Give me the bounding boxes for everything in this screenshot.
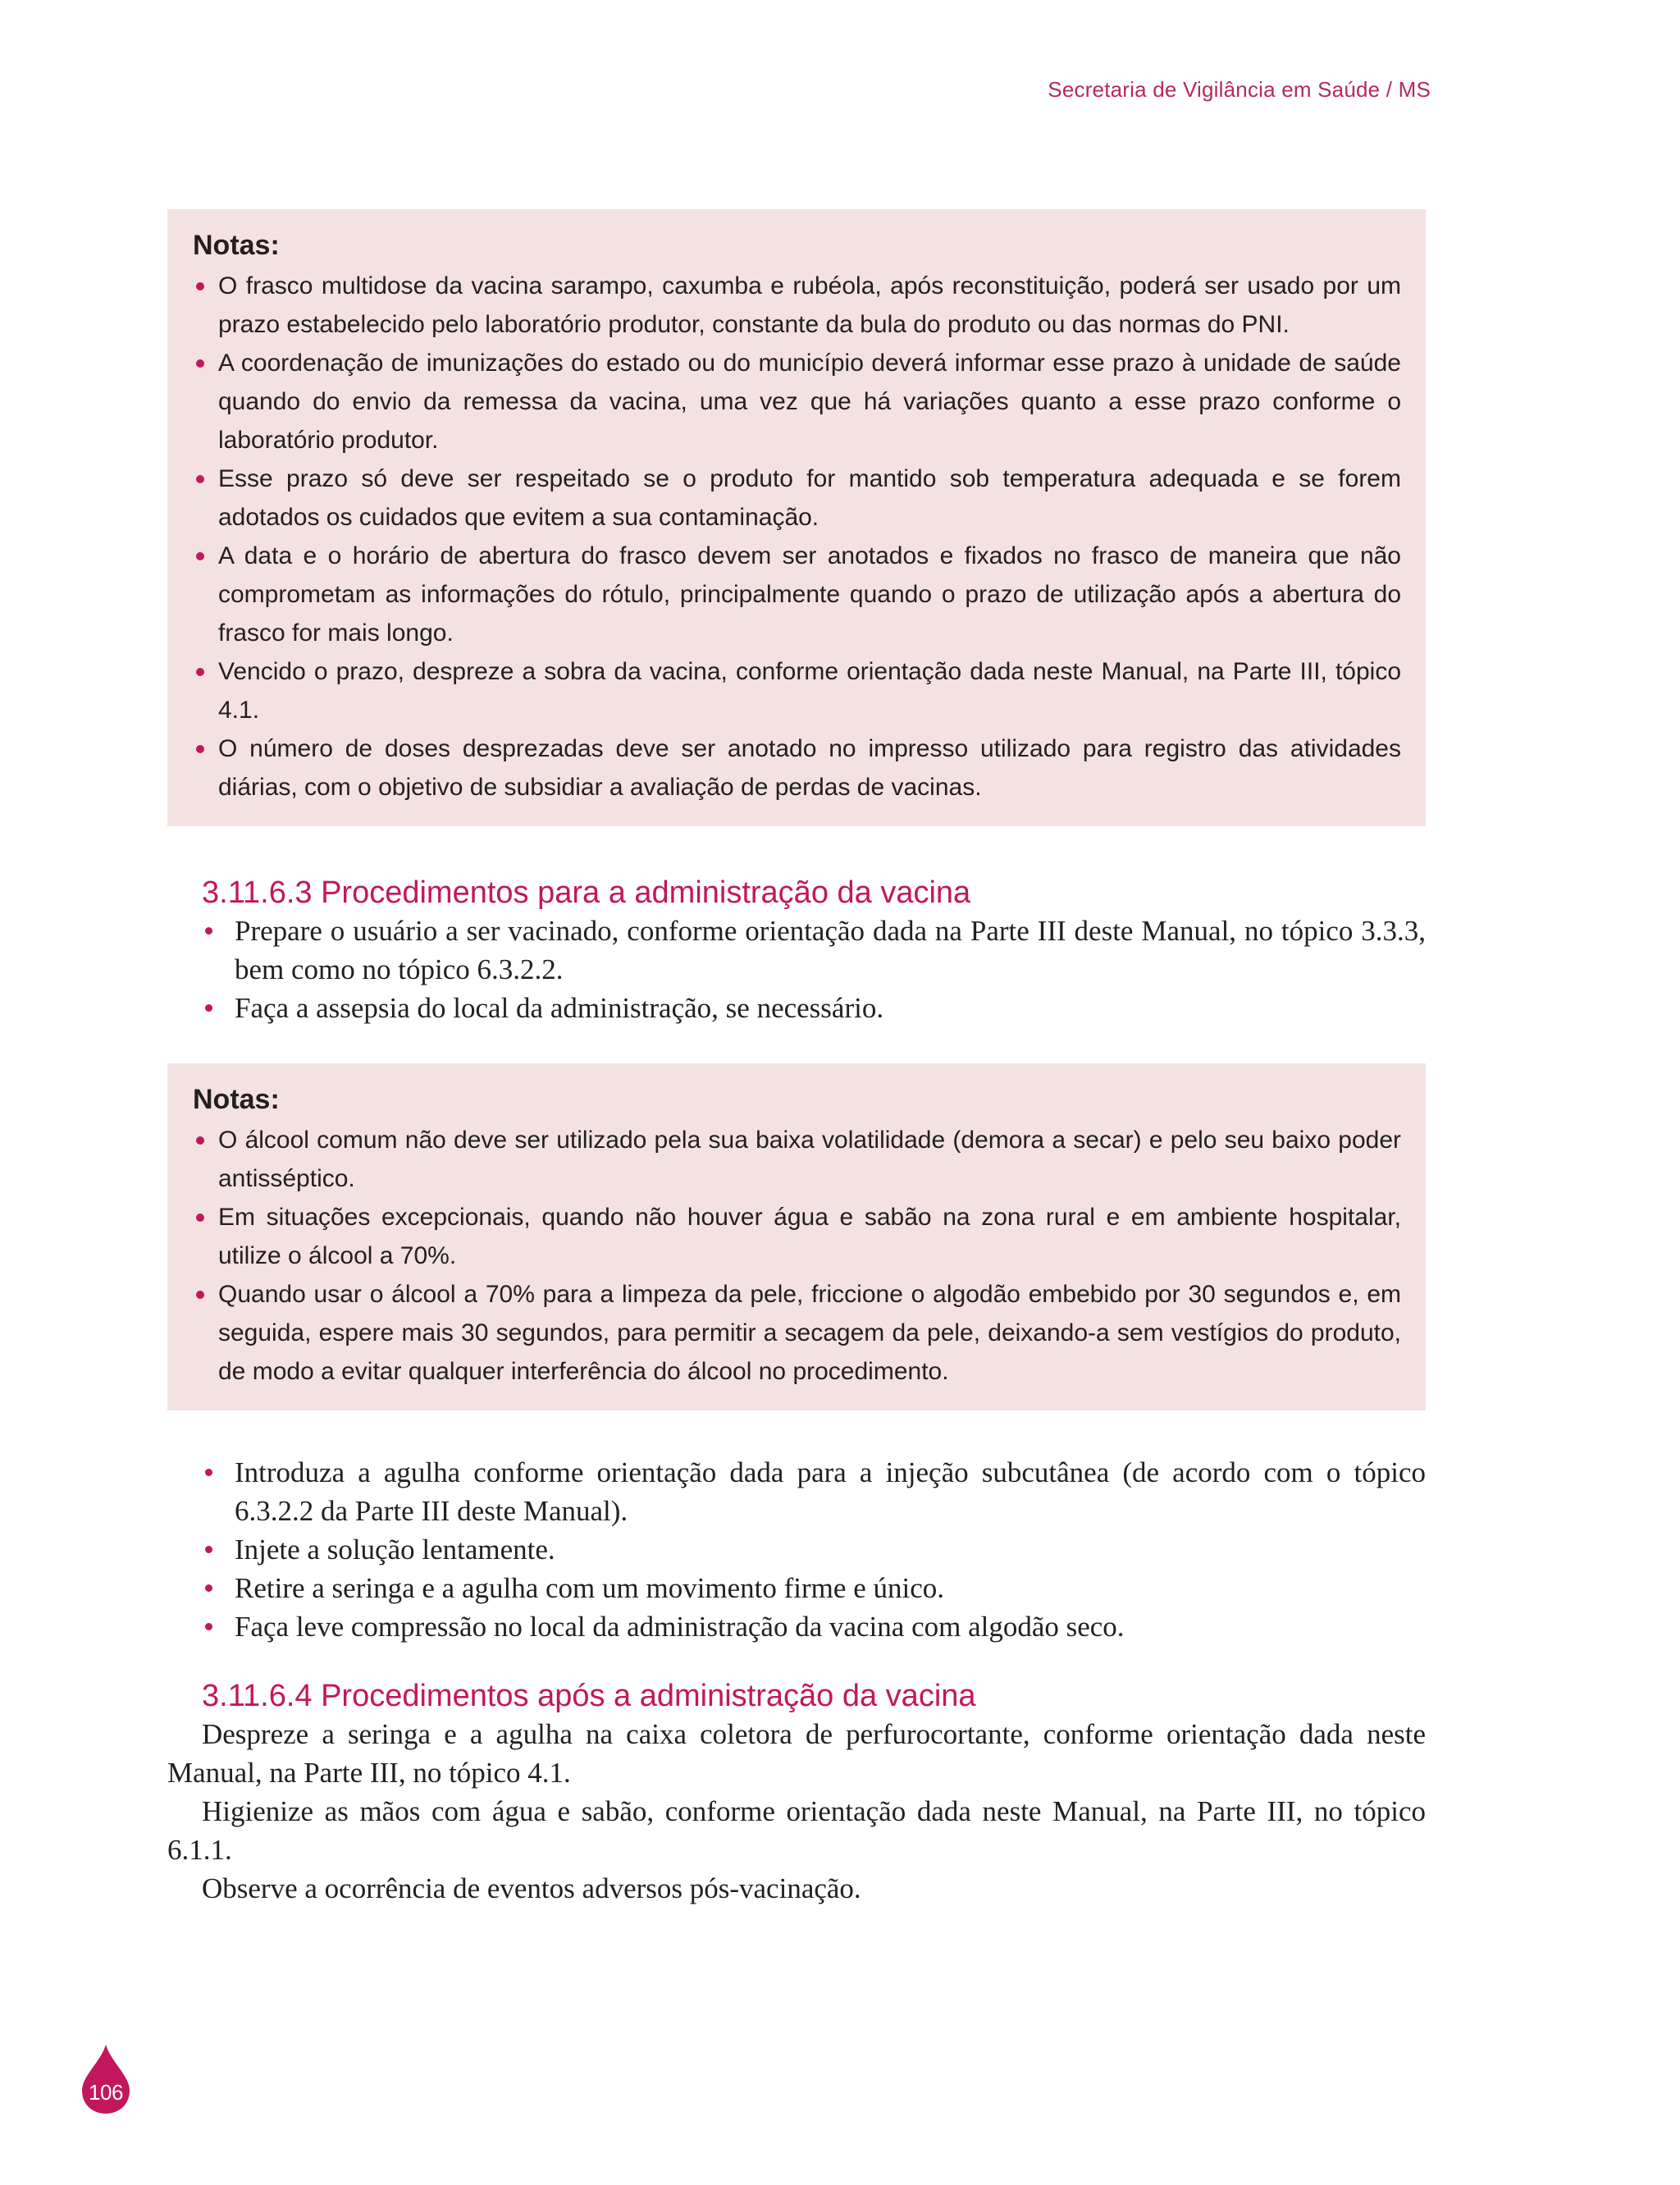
note-item: A coordenação de imunizações do estado ou do município deverá informar esse prazo à unidade de saúde quando do envio da remessa da vacina, uma vez que há variações quanto a esse prazo conforme o laboratório produtor. <box>193 344 1401 459</box>
note-item: O número de doses desprezadas deve ser anotado no impresso utilizado para registro das atividades diárias, com o objetivo de subsidiar a avaliação de perdas de vacinas. <box>193 729 1401 807</box>
notes-box-2 <box>167 1063 1426 1410</box>
note-item: Em situações excepcionais, quando não houver água e sabão na zona rural e em ambiente hospitalar, utilize o álcool a 70%. <box>193 1198 1401 1275</box>
page-number-badge <box>80 2043 131 2115</box>
notes-list <box>193 267 1401 807</box>
note-item: O álcool comum não deve ser utilizado pela sua baixa volatilidade (demora a secar) e pelo seu baixo poder antisséptico. <box>193 1121 1401 1198</box>
list-item: Prepare o usuário a ser vacinado, conforme orientação dada na Parte III deste Manual, no tópico 3.3.3, bem como no tópico 6.3.2.2. <box>202 912 1426 989</box>
section-body <box>167 1453 1426 1646</box>
procedure-list <box>202 1453 1426 1646</box>
list-item: Faça leve compressão no local da administração da vacina com algodão seco. <box>202 1607 1426 1646</box>
paragraph: Observe a ocorrência de eventos adversos pós-vacinação. <box>202 1872 861 1904</box>
note-item: Vencido o prazo, despreze a sobra da vacina, conforme orientação dada neste Manual, na Parte III, tópico 4.1. <box>193 652 1401 729</box>
page-content <box>167 209 1426 1908</box>
section-body <box>167 912 1426 1027</box>
section-heading-3-11-6-4: 3.11.6.4 Procedimentos após a administração da vacina <box>202 1679 976 1713</box>
note-item: O frasco multidose da vacina sarampo, caxumba e rubéola, após reconstituição, poderá ser usado por um prazo estabelecido pelo laboratório produtor, constante da bula do produto ou das normas do PNI. <box>193 267 1401 344</box>
notes-title: Notas: <box>193 230 280 261</box>
note-item: Esse prazo só deve ser respeitado se o produto for mantido sob temperatura adequada e se forem adotados os cuidados que evitem a sua contaminação. <box>193 459 1401 537</box>
note-item: A data e o horário de abertura do frasco devem ser anotados e fixados no frasco de maneira que não comprometam as informações do rótulo, principalmente quando o prazo de utilização após a abertura do frasco for mais longo. <box>193 537 1401 652</box>
list-item: Retire a seringa e a agulha com um movimento firme e único. <box>202 1569 1426 1607</box>
notes-list <box>193 1121 1401 1391</box>
list-item: Faça a assepsia do local da administração, se necessário. <box>202 989 1426 1027</box>
notes-title: Notas: <box>193 1084 280 1115</box>
note-item: Quando usar o álcool a 70% para a limpeza da pele, friccione o algodão embebido por 30 segundos e, em seguida, espere mais 30 segundos, para permitir a secagem da pele, deixando-a sem vestígios do produto, de modo a evitar qualquer interferência do álcool no procedimento. <box>193 1275 1401 1391</box>
running-header: Secretaria de Vigilância em Saúde / MS <box>1048 77 1431 102</box>
procedure-list <box>202 912 1426 1027</box>
section-heading-3-11-6-3: 3.11.6.3 Procedimentos para a administração da vacina <box>202 875 971 910</box>
list-item: Introduza a agulha conforme orientação dada para a injeção subcutânea (de acordo com o tópico 6.3.2.2 da Parte III deste Manual). <box>202 1453 1426 1530</box>
notes-box-1 <box>167 209 1426 826</box>
list-item: Injete a solução lentamente. <box>202 1530 1426 1569</box>
paragraph: Despreze a seringa e a agulha na caixa coletora de perfurocortante, conforme orientação dada neste Manual, na Parte III, no tópico 4.1. <box>167 1718 1426 1789</box>
page-number: 106 <box>89 2080 123 2105</box>
section-body <box>167 1715 1426 1908</box>
paragraph: Higienize as mãos com água e sabão, conforme orientação dada neste Manual, na Parte III, no tópico 6.1.1. <box>167 1795 1426 1866</box>
